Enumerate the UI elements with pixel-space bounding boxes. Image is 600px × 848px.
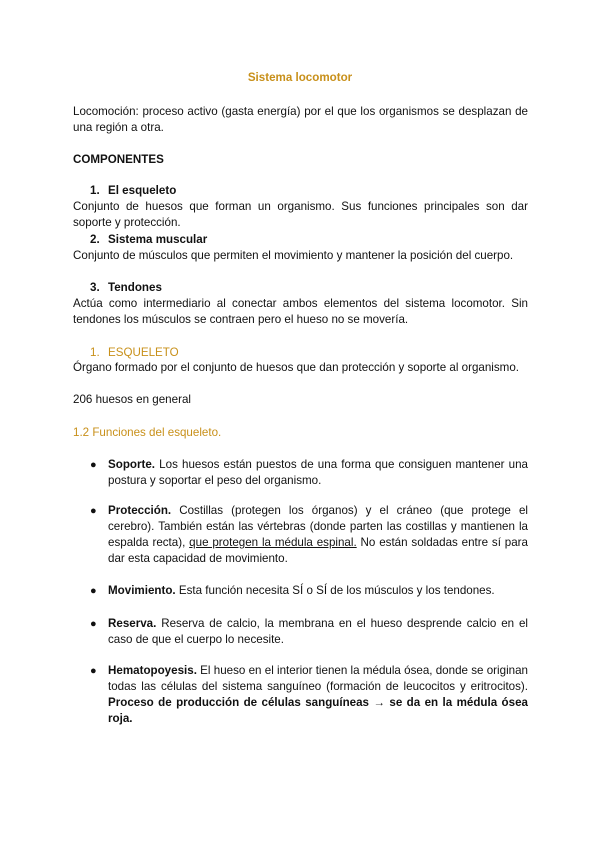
function-term: Reserva. <box>108 617 157 630</box>
bone-count: 206 huesos en general <box>73 393 191 406</box>
component-heading-muscular <box>90 232 207 248</box>
list-item-protection <box>90 503 528 567</box>
function-bold-conclusion: Proceso de producción de células sanguíneas → se da en la médula ósea roja. <box>108 696 528 725</box>
subsection-heading: 1.2 Funciones del esqueleto. <box>73 426 222 439</box>
function-text: Reserva de calcio, la membrana en el hueso desprende calcio en el caso de que el cuerpo lo necesite. <box>108 617 528 646</box>
component-name: El esqueleto <box>108 184 177 197</box>
list-item-text <box>108 663 528 727</box>
components-heading: COMPONENTES <box>73 153 164 166</box>
component-name: Tendones <box>108 281 162 294</box>
section-title: ESQUELETO <box>108 346 179 359</box>
list-item-text <box>108 616 528 648</box>
function-underlined-text: que protegen la médula espinal. <box>189 536 357 549</box>
section-heading-skeleton <box>90 345 179 361</box>
list-item-text <box>108 583 528 599</box>
list-number: 3. <box>90 281 100 294</box>
list-item-hematopoiesis <box>90 663 528 727</box>
intro-paragraph: Locomoción: proceso activo (gasta energía) por el que los organismos se desplazan de una región a otra. <box>73 105 528 134</box>
function-text: El hueso en el interior tienen la médula ósea, donde se originan todas las células del sistema sanguíneo (formación de leucocitos y eritrocitos). <box>108 664 528 693</box>
function-text-tail: No están soldadas entre sí para dar esta capacidad de movimiento. <box>108 536 528 565</box>
bullet-icon: ● <box>90 618 97 630</box>
list-item-reserve <box>90 616 528 648</box>
function-text: Los huesos están puestos de una forma que consiguen mantener una postura y soportar el peso del organismo. <box>108 458 528 487</box>
component-heading-tendons <box>90 280 162 296</box>
component-name: Sistema muscular <box>108 233 208 246</box>
function-term: Protección. <box>108 504 172 517</box>
bullet-icon: ● <box>90 585 97 597</box>
component-desc-muscular: Conjunto de músculos que permiten el movimiento y mantener la posición del cuerpo. <box>73 249 514 262</box>
function-term: Movimiento. <box>108 584 176 597</box>
function-text: Costillas (protegen los órganos) y el cráneo (que protege el cerebro). También están las vértebras (donde parten las costillas y mantienen la espalda recta), <box>108 504 528 549</box>
list-number: 2. <box>90 233 100 246</box>
component-heading-skeleton <box>90 183 176 199</box>
list-item-movement <box>90 583 528 599</box>
bullet-icon: ● <box>90 505 97 517</box>
bullet-icon: ● <box>90 459 97 471</box>
component-desc-tendons: Actúa como intermediario al conectar ambos elementos del sistema locomotor. Sin tendones los músculos se contraen pero el hueso no se movería. <box>73 297 528 326</box>
function-text: Esta función necesita SÍ o SÍ de los músculos y los tendones. <box>175 584 495 597</box>
document-title: Sistema locomotor <box>247 71 353 84</box>
section-desc: Órgano formado por el conjunto de huesos que dan protección y soporte al organismo. <box>73 361 519 374</box>
bullet-icon: ● <box>90 665 97 677</box>
list-item-text <box>108 457 528 489</box>
list-number: 1. <box>90 184 100 197</box>
list-item-support <box>90 457 528 489</box>
function-term: Hematopoyesis. <box>108 664 197 677</box>
component-desc-skeleton: Conjunto de huesos que forman un organismo. Sus funciones principales son dar soporte y protección. <box>73 200 528 229</box>
section-number: 1. <box>90 346 100 359</box>
list-item-text <box>108 503 528 567</box>
function-term: Soporte. <box>108 458 156 471</box>
